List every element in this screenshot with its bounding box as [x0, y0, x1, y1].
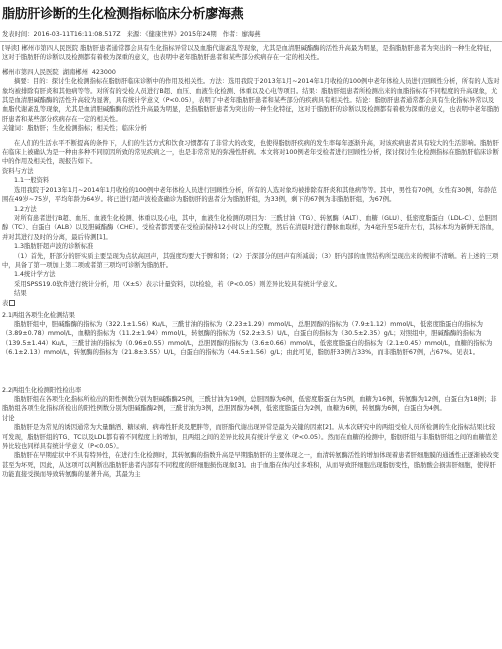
table-placeholder [0, 299, 502, 308]
broken-image-icon [9, 300, 15, 306]
table-mark: 表 [2, 299, 9, 307]
article-source: 来源：《健康世界》2015年24期 [126, 31, 217, 38]
results-block-1: 2.1两组各项生化检测结果 脂肪肝组中，胆碱酯酶的指标为（322.1±1.56）Ku/L，三酰甘油的指标为（2.23±1.29）mmol/L，总胆固醇的指标为（7.9±1.12）mmol/L，低密度脂蛋白的指标为（3.89±0.78）mmol/L，血糖的指标为（11.2±1.94）mmol/L，转氨酶的指标为（52.2±3.5）U/L，白蛋白的指标为（30.5±2.35）g/L；对照组中，胆碱酯酶的指标为（139.5±1.44）Ku/L，三酰甘油的指标为（0.96±0.55）mmol/L，总胆固醇的指标为（3.6±0.66）mmol/L，低密度脂蛋白的指标为（2.1±0.45）mmol/L，血糖的指标为（6.1±2.13）mmol/L，转氨酶的指标为（21.8±3.55）U/L，白蛋白的指标为（44.5±1.56）g/L；由此可见，脂肪肝33例占33%，而非脂肪肝67例，占67%。见表1。 [2, 311, 493, 357]
abstract-block: 郴州市第四人民医院 湖南郴州 423000 摘要：目的：探讨生化检测指标在脂肪肝临床诊断中的作用及相关性。方法：选用我院于2013年1月~2014年1月收检的100例中老年体检人员进行回顾性分析，所有的人选对象均被排除有肝炎和其他病等等。对所有的受检人员进行B超、血压、血液生化检测、体重以及心电等项目。结果：脂肪肝组患者所检测出来的血脂指标有不同程度的升高现象，尤其是血清胆碱酯酶的活性升高较为显著，具有统计学意义（P<0.05），表明了中老年脂肪肝患者和某些部分的疾病具有相关性。结论：脂肪肝患者通常都会具有生化指标异常以及血脂代谢紊乱等现象，尤其是血清胆碱酯酶的活性升高最为明显，是指脂肪肝患者为突出的一种生化特征，这对于脂肪肝的诊断以及检测都有着极为深重的意义，也表明中老年脂肪肝患者和某些部分疾病存在一定的相关性。 关键词：脂肪肝；生化检测指标；相关性；临床分析 [2, 68, 500, 133]
article-title: 脂肪肝诊断的生化检测指标临床分析廖海燕 [2, 7, 244, 22]
article-author: 作者：廖海燕 [222, 31, 261, 38]
results-discussion-block: 2.2两组生化检测阳性检出率 脂肪肝组在各项生化指标所检出的阳性例数分别为胆碱酯酶25例，三酰甘油为19例，总胆固醇为6例，低密度脂蛋白为5例，血糖为16例，转氨酶为12例，白蛋白为18例；非脂肪组各项生化指标所检出的阳性例数分别为胆碱酯酶2例，三酰甘油为3例，总胆固醇为4例，低密度脂蛋白为2例，血糖为6例，转氨酶为6例，白蛋白为4例。 讨论 脂肪肝是为常见的诱因通常为大量酗酒、糖尿病、病毒性肝炎及肥胖等，而肝脂代谢出现异常是最为关键的因素[2]。从本次研究中的两组受检人员所检测的生化指标结果比较可发现，脂肪肝组的TG、TC以及LDL都有着不同程度上的增加，且两组之间的差异比较具有统计学意义（P<0.05）。然而在血糖的检测中，脂肪肝组与非脂肪肝组之间的血糖值差异比较也同样具有统计学意义（P<0.05）。 脂肪肝在早期症状中不具有特异性，在进行生化检测时，其转氨酶的指数升高是早期脂肪肝的主要体现之一，血清转氨酶活性的增加体现着患者肝细胞膜的通透性正逐渐被改变甚至为坏死，因此，从这项可以判断出脂肪肝患者内部有不同程度的肝细胞损伤现象[3]。由于血脂在体内过多堆积，从而导致肝细胞出现脂肪变性，脂肪酸会损害肝细胞，使得肝功能直接受损而导致转氨酶的显著升高，其最为主 [2, 386, 499, 479]
publish-time: 发表时间：2016-03-11T16:11:08.517Z [2, 31, 121, 38]
article-meta [0, 24, 502, 39]
article-summary: [导读] 郴州市第四人民医院 脂肪肝患者通常都会具有生化指标异常以及血脂代谢紊乱等现象，尤其是血清胆碱酯酶的活性升高最为明显，是指脂肪肝患者为突出的一种生化特征，这对于脂肪肝的诊断以及检测都有着极为深重的意义，也表明中老年脂肪肝患者和某些部分疾病存在一定的相关性。 [2, 45, 496, 62]
intro-methods-block: 在人们的生活水平不断提高的条件下，人们的生活方式和饮食习惯都有了非常大的改变，也使得脂肪肝疾病的发生率每年逐渐升高，对该疾病患者具有较大的生活影响。脂肪肝在临床上被确认为是一种由多种不同原因所致的常见疾病之一，也是非常常见的弥漫性肝病。本文将对100例老年受检者进行回顾性分析，探讨探讨生化检测指标在脂肪肝临床诊断中的作用及相关性，现报告如下。 资料与方法 1.1一般资料 选用我院于2013年1月~2014年1月收检的100例中老年体检人员进行回顾性分析，所有的人选对象均被排除有肝炎和其他病等等。其中，男性有70例，女性有30例，年龄范围在49岁~75岁，平均年龄为64岁。将已进行超声波检查确诊为脂肪肝的患者分为脂肪肝组，为33例，剩下的67例为非脂肪肝组，为67例。 1.2方法 对所有患者进行B超、血压、血液生化检测、体重以及心电，其中，血液生化检测的项目为：三酰甘油（TG）、转氨酶（ALT）、血糖（GLU）、低密度脂蛋白（LDL-C）、总胆固醇（TC）、白蛋白（ALB）以及胆碱酯酶（CHE）。受检者都需要在受检前保持12小时以上的空腹，然后在清晨时进行静脉血取样，为4毫升至5毫升左右，其标本均为新鲜无溶血，并对其进行及时的分离，最后待测[1]。 1.3脂肪肝超声波的诊断标准 （1）首先，肝部分的肝实质主要呈现为点状高回声，其强度均要大于脾和肾；（2）于深部分的回声有所减弱；（3）肝内部的血管结构所呈现出来的规律不清晰。若上述的三项中，具备了第一项加上第二项或者第三项均可诊断为脂肪肝。 1.4统计学方法 采用SPSS19.0软件进行统计分析，用（X±S）表示计量资料，以t检验，若（P<0.05）则差异比较具有统计学意义。 结果 [2, 139, 499, 298]
